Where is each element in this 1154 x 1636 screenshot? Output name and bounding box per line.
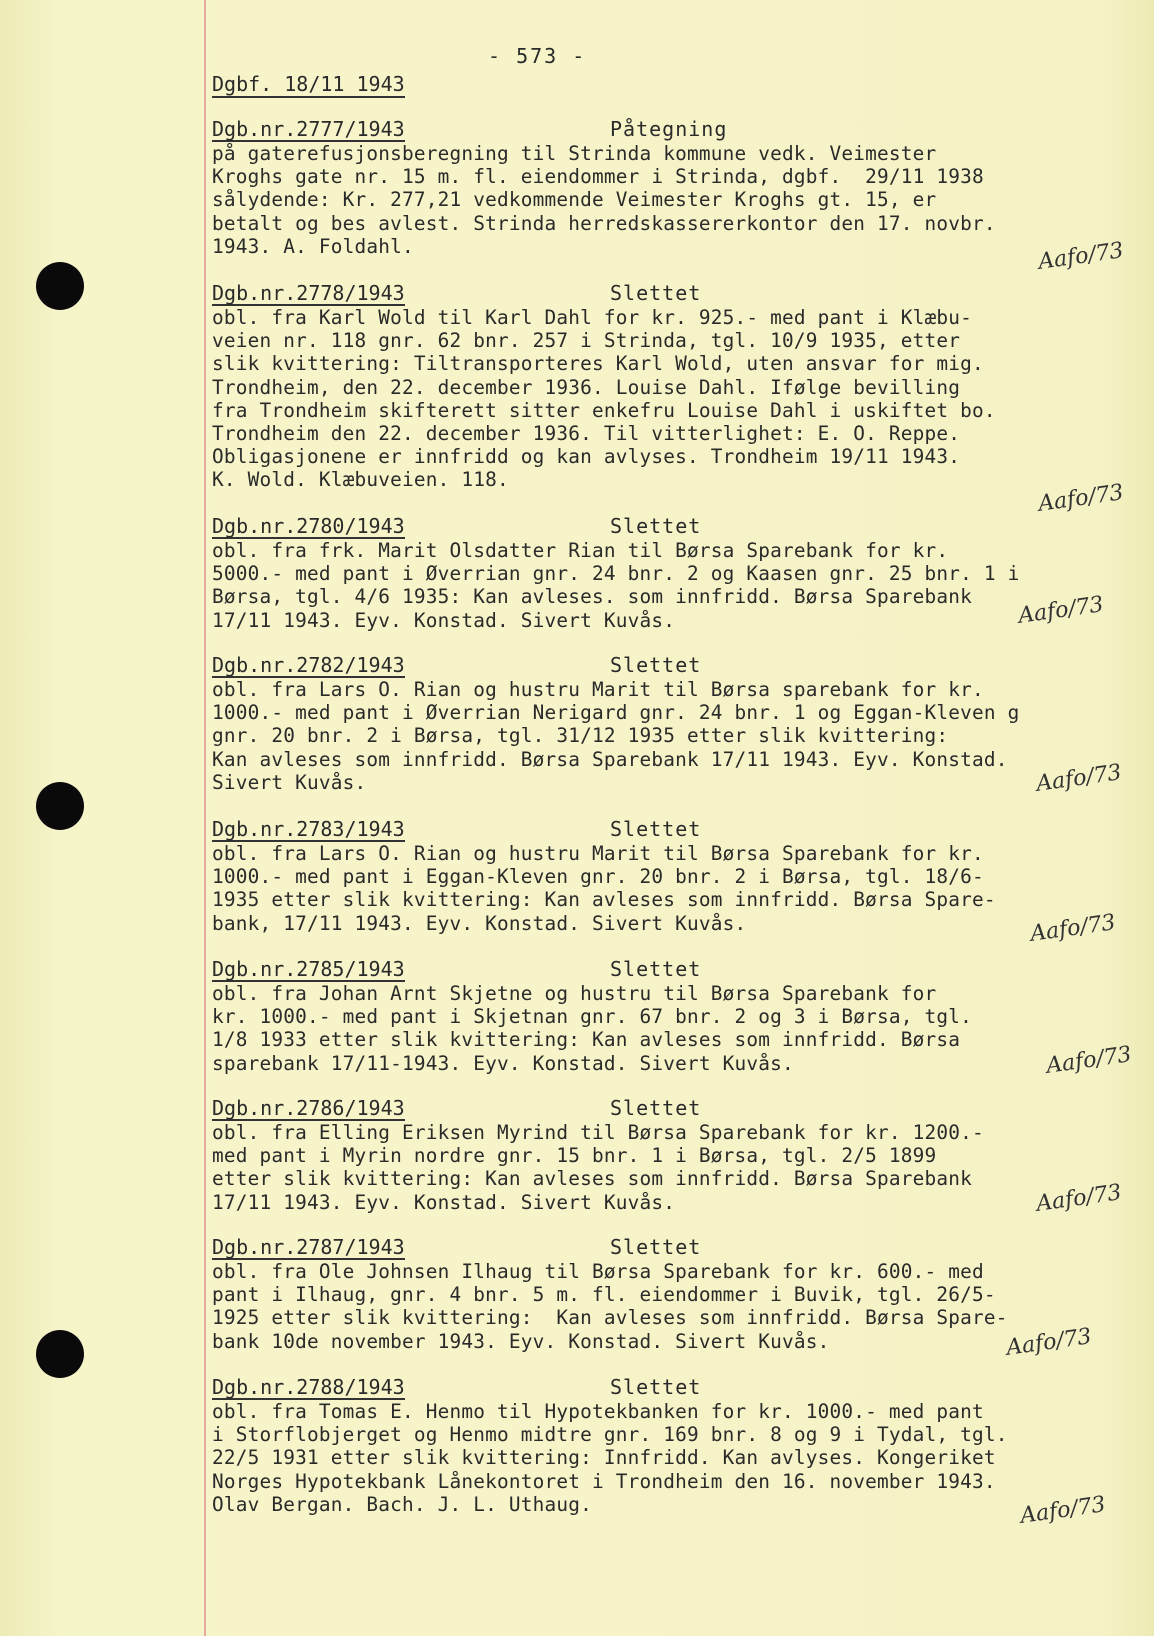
entry-header [212, 958, 1142, 982]
entry-header [212, 1097, 1142, 1121]
register-entry [212, 958, 1142, 1075]
entry-number: Dgb.nr.2787/1943 [212, 1235, 405, 1259]
handwritten-initials: Aafo/73 [1036, 238, 1126, 275]
entry-number: Dgb.nr.2777/1943 [212, 117, 405, 141]
entry-status: Slettet [610, 281, 702, 305]
entry-text-line: bank, 17/11 1943. Eyv. Konstad. Sivert Kuvås. [212, 911, 747, 935]
register-entry [212, 515, 1142, 632]
entry-text-line: på gaterefusjonsberegning til Strinda kommune vedk. Veimester [212, 142, 937, 165]
entry-header [212, 282, 1142, 306]
entry-number: Dgb.nr.2785/1943 [212, 957, 405, 981]
entry-text-line: i Storflobjerget og Henmo midtre gnr. 169 bnr. 8 og 9 i Tydal, tgl. [212, 1423, 1008, 1447]
entry-text-line: gnr. 20 bnr. 2 i Børsa, tgl. 31/12 1935 etter slik kvittering: [212, 724, 949, 748]
entry-text-line: Norges Hypotekbank Lånekontoret i Trondheim den 16. november 1943. [212, 1469, 996, 1493]
entry-text-line: etter slik kvittering: Kan avleses som innfridd. Børsa Sparebank [212, 1167, 972, 1191]
entry-text-line: 22/5 1931 etter slik kvittering: Innfridd. Kan avlyses. Kongeriket [212, 1446, 996, 1470]
register-entry [212, 1376, 1142, 1516]
entry-text-line: obl. fra Lars O. Rian og hustru Marit til Børsa sparebank for kr. [212, 678, 984, 701]
entry-number: Dgb.nr.2782/1943 [212, 653, 405, 677]
register-entry [212, 1236, 1142, 1353]
entry-text-line: 1000.- med pant i Eggan-Kleven gnr. 20 bnr. 2 i Børsa, tgl. 18/6- [212, 865, 984, 889]
entry-text-line: Trondheim, den 22. december 1936. Louise Dahl. Ifølge bevilling [212, 375, 961, 399]
entry-header [212, 118, 1142, 142]
entry-text-line: Børsa, tgl. 4/6 1935: Kan avleses. som innfridd. Børsa Sparebank [212, 585, 972, 609]
entry-text-line: 17/11 1943. Eyv. Konstad. Sivert Kuvås. [212, 1190, 676, 1214]
entry-status: Slettet [610, 1235, 702, 1259]
entry-text-line: obl. fra frk. Marit Olsdatter Rian til Børsa Sparebank for kr. [212, 539, 949, 562]
page-number: - 573 - [488, 44, 587, 68]
entry-text-line: obl. fra Karl Wold til Karl Dahl for kr. 925.- med pant i Klæbu- [212, 306, 972, 329]
entry-number: Dgb.nr.2783/1943 [212, 817, 405, 841]
register-entry [212, 118, 1142, 258]
entry-status: Slettet [610, 817, 702, 841]
entry-text-line: K. Wold. Klæbuveien. 118. [212, 468, 509, 492]
entry-status: Slettet [610, 957, 702, 981]
entry-text-line: kr. 1000.- med pant i Skjetnan gnr. 67 bnr. 2 og 3 i Børsa, tgl. [212, 1005, 972, 1029]
entry-text-line: slik kvittering: Tiltransporteres Karl Wold, uten ansvar for mig. [212, 352, 984, 376]
handwritten-initials: Aafo/73 [1004, 1324, 1094, 1361]
register-entry [212, 654, 1142, 794]
entry-number: Dgb.nr.2778/1943 [212, 281, 405, 305]
entry-text-line: 17/11 1943. Eyv. Konstad. Sivert Kuvås. [212, 608, 676, 632]
entry-text-line: obl. fra Elling Eriksen Myrind til Børsa Sparebank for kr. 1200.- [212, 1121, 984, 1144]
entry-text-line: Obligasjonene er innfridd og kan avlyses. Trondheim 19/11 1943. [212, 445, 961, 469]
punch-hole [36, 262, 84, 310]
entry-text-line: Kroghs gate nr. 15 m. fl. eiendommer i Strinda, dgbf. 29/11 1938 [212, 165, 984, 189]
entry-text-line: obl. fra Johan Arnt Skjetne og hustru til Børsa Sparebank for [212, 982, 937, 1005]
date-header: Dgbf. 18/11 1943 [212, 72, 405, 96]
entry-text-line: obl. fra Ole Johnsen Ilhaug til Børsa Sparebank for kr. 600.- med [212, 1260, 984, 1283]
entry-text-line: Sivert Kuvås. [212, 770, 367, 794]
entry-text-line: 5000.- med pant i Øverrian gnr. 24 bnr. 2 og Kaasen gnr. 25 bnr. 1 i [212, 562, 1020, 586]
entry-text-line: Trondheim den 22. december 1936. Til vitterlighet: E. O. Reppe. [212, 422, 961, 446]
handwritten-initials: Aafo/73 [1016, 592, 1106, 629]
entry-text-line: Kan avleses som innfridd. Børsa Sparebank 17/11 1943. Eyv. Konstad. [212, 747, 1008, 771]
entry-header [212, 515, 1142, 539]
entry-text-line: 1943. A. Foldahl. [212, 234, 414, 258]
handwritten-initials: Aafo/73 [1036, 480, 1126, 517]
entry-header [212, 1236, 1142, 1260]
entry-text-line: 1935 etter slik kvittering: Kan avleses som innfridd. Børsa Spare- [212, 888, 996, 912]
register-entry [212, 818, 1142, 935]
entry-header [212, 1376, 1142, 1400]
entry-header [212, 818, 1142, 842]
punch-hole [36, 1330, 84, 1378]
entry-text-line: veien nr. 118 gnr. 62 bnr. 257 i Strinda, tgl. 10/9 1935, etter [212, 329, 961, 353]
entry-number: Dgb.nr.2786/1943 [212, 1096, 405, 1120]
entry-text-line: sålydende: Kr. 277,21 vedkommende Veimester Kroghs gt. 15, er [212, 188, 937, 212]
entry-text-line: bank 10de november 1943. Eyv. Konstad. Sivert Kuvås. [212, 1329, 830, 1353]
entry-text-line: fra Trondheim skifterett sitter enkefru Louise Dahl i uskiftet bo. [212, 398, 996, 422]
entry-text-line: obl. fra Lars O. Rian og hustru Marit til Børsa Sparebank for kr. [212, 842, 984, 865]
entry-text-line: Olav Bergan. Bach. J. L. Uthaug. [212, 1492, 592, 1516]
entry-status: Slettet [610, 653, 702, 677]
entry-number: Dgb.nr.2780/1943 [212, 514, 405, 538]
register-entry [212, 282, 1142, 492]
handwritten-initials: Aafo/73 [1028, 910, 1118, 947]
register-entry [212, 1097, 1142, 1214]
entry-status: Slettet [610, 1375, 702, 1399]
entry-text-line: obl. fra Tomas E. Henmo til Hypotekbanken for kr. 1000.- med pant [212, 1400, 984, 1423]
entry-text-line: betalt og bes avlest. Strinda herredskassererkontor den 17. novbr. [212, 211, 996, 235]
entry-text-line: 1000.- med pant i Øverrian Nerigard gnr. 24 bnr. 1 og Eggan-Kleven g [212, 701, 1020, 725]
entry-status: Påtegning [610, 117, 728, 141]
entry-text-line: sparebank 17/11-1943. Eyv. Konstad. Sivert Kuvås. [212, 1051, 794, 1075]
entry-text-line: 1/8 1933 etter slik kvittering: Kan avleses som innfridd. Børsa [212, 1028, 961, 1052]
entry-text-line: med pant i Myrin nordre gnr. 15 bnr. 1 i Børsa, tgl. 2/5 1899 [212, 1144, 937, 1168]
handwritten-initials: Aafo/73 [1018, 1492, 1108, 1529]
entry-status: Slettet [610, 514, 702, 538]
entry-text-line: 1925 etter slik kvittering: Kan avleses som innfridd. Børsa Spare- [212, 1306, 1008, 1330]
entry-number: Dgb.nr.2788/1943 [212, 1375, 405, 1399]
entry-status: Slettet [610, 1096, 702, 1120]
entry-header [212, 654, 1142, 678]
handwritten-initials: Aafo/73 [1034, 760, 1124, 797]
handwritten-initials: Aafo/73 [1034, 1180, 1124, 1217]
handwritten-initials: Aafo/73 [1044, 1042, 1134, 1079]
entry-text-line: pant i Ilhaug, gnr. 4 bnr. 5 m. fl. eiendommer i Buvik, tgl. 26/5- [212, 1283, 996, 1307]
margin-line [204, 0, 206, 1636]
punch-hole [36, 782, 84, 830]
